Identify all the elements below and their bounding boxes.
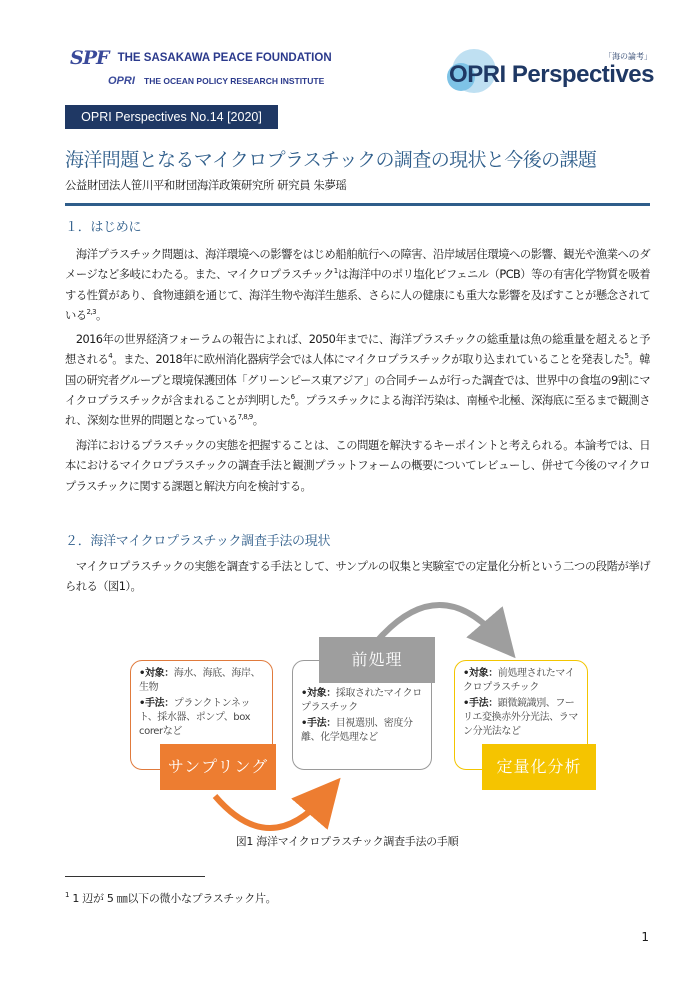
footnote-divider xyxy=(65,876,205,877)
quantification-method: •手法：顕微鏡識別、フーリエ変換赤外分光法、ラマン分光法など xyxy=(463,698,578,737)
sampling-target: •対象：海水、海底、海岸、生物 xyxy=(139,668,261,693)
pretreatment-label: 前処理 xyxy=(319,637,435,683)
page-number: 1 xyxy=(641,930,649,944)
section-2-heading: ２．海洋マイクロプラスチック調査手法の現状 xyxy=(65,534,331,549)
pretreatment-target: •対象：採取されたマイクロプラスチック xyxy=(301,688,422,713)
footnote xyxy=(65,890,276,906)
citation-superscript: 1 xyxy=(333,267,338,276)
section-1-heading: １．はじめに xyxy=(65,220,142,235)
citation-superscript: 5 xyxy=(624,352,629,361)
institute-name: THE OCEAN POLICY RESEARCH INSTITUTE xyxy=(144,76,325,86)
section-1-paragraph-1: 海洋プラスチック問題は、海洋環境への影響をはじめ船舶航行への障害、沿岸域居住環境への影響、観光や漁業へのダメージなど多岐にわたる。また、マイクロプラスチック$^1$は海洋中のポリ塩化ビフェニル（PCB）等の有害化学物質を吸着する性質があり、食物連鎖を通じて、海洋生物や海洋生態系、さらに人の健康にも重大な影響を及ぼすことが懸念されている$^{2,3}$。 xyxy=(65,248,651,322)
perspectives-title: OPRI Perspectives xyxy=(449,61,654,88)
footnote-text: 1 辺が 5 ㎜以下の微小なプラスチック片。 xyxy=(72,892,277,905)
issue-badge: OPRI Perspectives No.14 [2020] xyxy=(65,105,278,129)
page-title: 海洋問題となるマイクロプラスチックの調査の現状と今後の課題 xyxy=(65,149,597,171)
foundation-name: THE SASAKAWA PEACE FOUNDATION xyxy=(117,52,332,64)
citation-superscript: 7,8,9 xyxy=(237,413,253,422)
quantification-target: •対象：前処理されたマイクロプラスチック xyxy=(463,668,575,693)
spf-logo-mark: SPF xyxy=(70,47,109,69)
opri-logo-mark: OPRI xyxy=(108,75,135,87)
section-2-paragraph-1: マイクロプラスチックの実態を調査する手法として、サンプルの収集と実験室での定量化分析という二つの段階が挙げられる（図1）。 xyxy=(65,560,650,594)
citation-superscript: 6 xyxy=(290,392,295,401)
sampling-label: サンプリング xyxy=(160,744,276,790)
citation-superscript: 2,3 xyxy=(86,307,96,316)
perspectives-tag: 「海の論考」 xyxy=(604,52,652,61)
arrow-pretreatment-to-analysis-icon xyxy=(378,605,500,640)
quantification-label: 定量化分析 xyxy=(482,744,596,790)
citation-superscript: 4 xyxy=(108,352,113,361)
author-line: 公益財団法人笹川平和財団海洋政策研究所 研究員 朱夢瑶 xyxy=(65,179,347,192)
section-1-paragraph-3: 海洋におけるプラスチックの実態を把握することは、この問題を解決するキーポイントと考えられる。本論考では、日本におけるマイクロプラスチックの調査手法と観測プラットフォームの概要についてレビューし、併せて今後のマイクロプラスチックに関する課題と解決方向を検討する。 xyxy=(65,439,650,493)
sampling-method: •手法：プランクトンネット、採水器、ポンプ、box corerなど xyxy=(139,698,251,737)
section-1-paragraph-2: 2016年の世界経済フォーラムの報告によれば、2050年までに、海洋プラスチックの総重量は魚の総重量を超えると予想される$^4$。また、2018年に欧州消化器病学会では人体にマイクロプラスチックが取り込まれていることを発表した$^5$。韓国の研究者グループと環境保護団体「グリーンピース東アジア」の合同チームが行った調査では、世界中の食塩の9割にマイクロプラスチックが含まれることが判明した$^6$。プラスチックによる海洋汚染は、南極や北極、深海底に至るまで観測され、深刻な世界的問題となっている$^{7,8,9}$。 xyxy=(65,333,650,428)
figure-caption: 図1 海洋マイクロプラスチック調査手法の手順 xyxy=(235,835,459,848)
pretreatment-method: •手法：目視選別、密度分離、化学処理など xyxy=(301,718,413,743)
arrow-sampling-to-pretreatment-icon xyxy=(215,796,325,828)
footnote-number: 1 xyxy=(65,891,70,899)
